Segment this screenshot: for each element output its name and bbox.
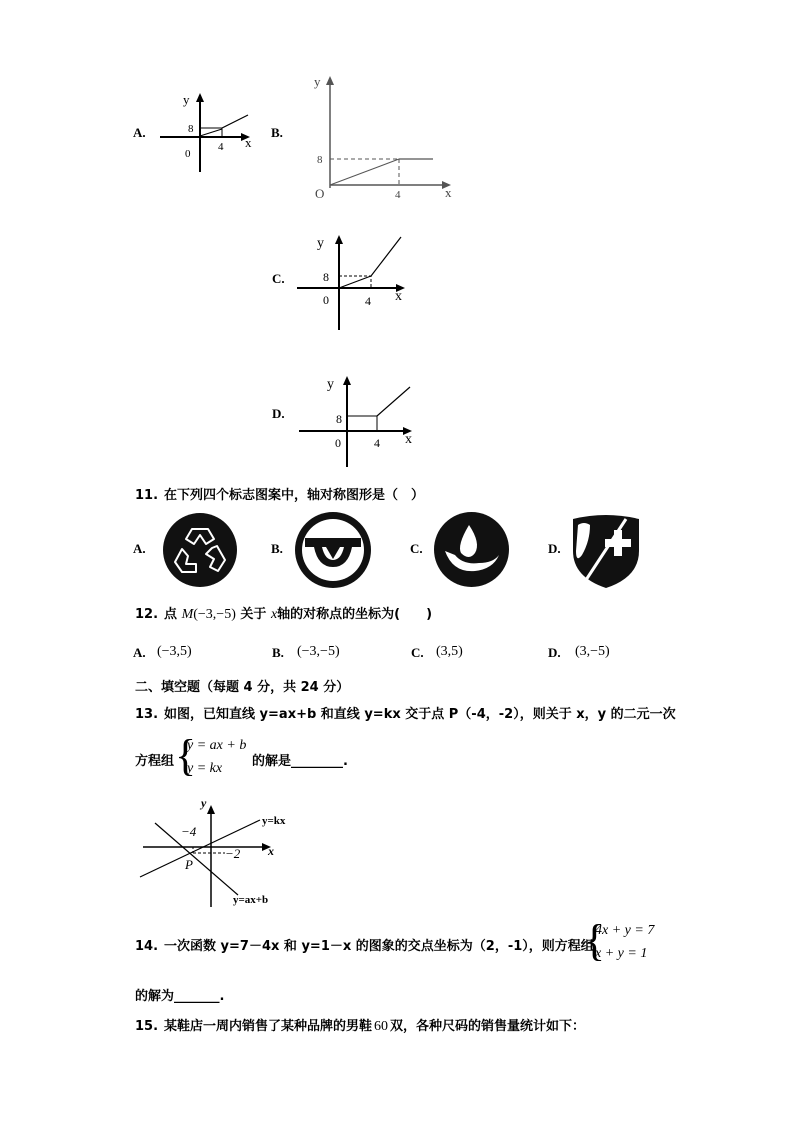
option-c-graph	[295, 232, 415, 337]
y-axis-label: y	[314, 74, 321, 89]
y-tick-label: 8	[317, 154, 323, 166]
question-text: 如图，已知直线 y=ax+b 和直线 y=kx 交于点 P（-4，-2），则关于 x，y 的二元一次	[164, 707, 676, 722]
y-tick-label: 8	[336, 412, 342, 426]
answer-blank: 的解为_______.	[135, 989, 225, 1004]
option-a-graph	[155, 90, 265, 180]
line-ykx-label: y=kx	[262, 815, 286, 827]
x-tick-label: 4	[395, 189, 401, 201]
y-tick-label: 8	[323, 270, 329, 284]
question-number: 13.	[135, 707, 159, 722]
question-14	[135, 935, 594, 954]
equation-1: 4x + y = 7	[595, 923, 655, 938]
question-text-a: 某鞋店一周内销售了某种品牌的男鞋	[164, 1019, 373, 1034]
q12-option-c-label: C.	[411, 645, 424, 660]
y-axis-label: y	[183, 92, 190, 107]
question-11	[135, 484, 424, 503]
medical-cross-icon	[570, 511, 642, 589]
question-12	[135, 603, 432, 623]
q12-option-b-value: (−3,−5)	[297, 644, 340, 659]
section-heading: 二、填空题（每题 4 分，共 24 分）	[135, 680, 350, 695]
question-number: 14.	[135, 939, 159, 954]
question-13	[135, 703, 676, 722]
water-drop-icon	[433, 511, 510, 588]
equation-2: x + y = 1	[595, 946, 648, 961]
question-number: 15.	[135, 1019, 159, 1034]
system-brace: {	[584, 916, 606, 965]
green-food-icon	[294, 511, 372, 589]
question-text: 一次函数 y=7－4x 和 y=1－x 的图象的交点坐标为（2，-1），则方程组	[164, 939, 594, 954]
origin-label: 0	[185, 148, 191, 160]
y-axis-label: y	[201, 796, 207, 810]
point-name: M	[181, 607, 194, 622]
x-tick-label: 4	[374, 436, 380, 450]
q12-option-a-value: (−3,5)	[157, 644, 192, 659]
recycle-icon	[162, 512, 238, 588]
point-coord: (−3,−5)	[193, 607, 236, 622]
equation-2: y = kx	[187, 761, 223, 776]
question-text-prefix: 点	[164, 607, 178, 622]
q11-option-d-label: D.	[548, 541, 561, 556]
q11-option-b-label: B.	[271, 541, 283, 556]
minus-4-label: −4	[181, 824, 197, 839]
option-b-label: B.	[271, 125, 283, 140]
origin-label: 0	[335, 436, 341, 450]
q12-option-b-label: B.	[272, 645, 284, 660]
line-yaxb-label: y=ax+b	[233, 894, 269, 906]
system-prefix: 方程组	[135, 754, 175, 769]
shoe-count: 60	[374, 1019, 389, 1034]
q12-options	[133, 644, 653, 666]
question-number: 11.	[135, 488, 159, 503]
question-text-mid: 关于	[240, 607, 267, 622]
minus-2-label: −2	[225, 846, 241, 861]
x-axis-label: x	[405, 432, 412, 447]
option-b-graph	[305, 70, 465, 205]
x-tick-label: 4	[218, 141, 224, 153]
question-text-b: 双，各种尺码的销售量统计如下：	[390, 1019, 586, 1034]
y-axis-label: y	[317, 236, 324, 251]
y-tick-label: 8	[188, 123, 194, 135]
question-text: 在下列四个标志图案中，轴对称图形是（ ）	[164, 488, 425, 503]
q11-option-c-label: C.	[410, 541, 423, 556]
q12-option-d-value: (3,−5)	[575, 644, 610, 659]
option-c-label: C.	[272, 271, 285, 286]
q12-option-a-label: A.	[133, 645, 146, 660]
x-axis-label: x	[268, 844, 274, 858]
question-number: 12.	[135, 607, 159, 622]
answer-blank: 的解是________.	[252, 754, 348, 769]
point-p-label: P	[185, 857, 193, 872]
origin-label: O	[315, 186, 325, 201]
q13-figure	[135, 795, 295, 910]
option-a-label: A.	[133, 125, 146, 140]
option-d-graph	[297, 373, 422, 469]
option-d-label: D.	[272, 406, 285, 421]
axis-name: x	[270, 607, 278, 622]
system-brace: {	[175, 731, 197, 780]
question-text-suffix: 轴的对称点的坐标为( )	[277, 607, 433, 622]
question-15	[135, 1015, 585, 1035]
origin-label: 0	[323, 293, 329, 307]
x-axis-label: x	[395, 289, 402, 304]
q12-option-d-label: D.	[548, 645, 561, 660]
q12-option-c-value: (3,5)	[436, 644, 463, 659]
equation-1: y = ax + b	[187, 738, 247, 753]
x-axis-label: x	[245, 135, 252, 150]
x-axis-label: x	[445, 185, 452, 200]
y-axis-label: y	[327, 377, 334, 392]
x-tick-label: 4	[365, 294, 371, 308]
q11-option-a-label: A.	[133, 541, 146, 556]
